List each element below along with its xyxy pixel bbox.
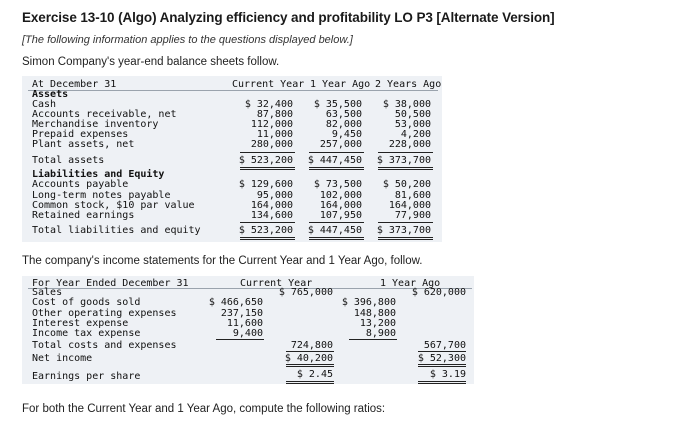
cell-2-years-ago: 50,500 <box>394 109 431 120</box>
row-label: Retained earnings <box>32 210 135 221</box>
row-label: Cash <box>32 99 57 110</box>
cell-2-years-ago: 53,000 <box>394 119 431 130</box>
cell-2-years-ago: 77,900 <box>394 210 431 221</box>
cell-current-year-detail: 9,400 <box>232 328 263 339</box>
row-label: Prepaid expenses <box>32 129 129 140</box>
total-costs-label: Total costs and expenses <box>32 340 177 351</box>
total-costs-current-year: 724,800 <box>290 340 333 351</box>
row-label: Long-term notes payable <box>32 190 171 201</box>
row-label: Income tax expense <box>32 328 141 339</box>
row-label: Interest expense <box>32 318 129 329</box>
cell-current-year-detail: 237,150 <box>220 308 263 319</box>
income-statement-intro: The company's income statements for the Current Year and 1 Year Ago, follow. <box>22 255 423 267</box>
net-income-label: Net income <box>32 353 93 364</box>
cell-current-year-detail: 11,600 <box>226 318 263 329</box>
cell-1-year-ago-detail: $ 396,800 <box>341 297 396 308</box>
col-header-current-year: Current Year <box>240 278 313 289</box>
net-income-1-year-ago: $ 52,300 <box>417 353 466 364</box>
eps-current-year: $ 2.45 <box>296 369 333 380</box>
cell-current-year: 112,000 <box>250 119 293 130</box>
total-liab-current-year: $ 523,200 <box>238 225 293 236</box>
total-liabilities-equity-label: Total liabilities and equity <box>32 225 201 236</box>
total-liab-2-years-ago: $ 373,700 <box>376 225 431 236</box>
exercise-title: Exercise 13-10 (Algo) Analyzing efficiency and profitability LO P3 [Alternate Version] <box>22 10 555 25</box>
ratios-instruction: For both the Current Year and 1 Year Ago, compute the following ratios: <box>22 403 386 415</box>
assets-heading: Assets <box>32 89 69 100</box>
cell-1-year-ago: 257,000 <box>319 139 362 150</box>
cell-2-years-ago: $ 38,000 <box>382 99 431 110</box>
balance-sheet-intro: Simon Company's year-end balance sheets follow. <box>22 56 280 68</box>
cell-2-years-ago: $ 50,200 <box>382 179 431 190</box>
eps-1-year-ago: $ 3.19 <box>429 369 466 380</box>
cell-current-year: $ 32,400 <box>244 99 293 110</box>
cell-1-year-ago-detail: 148,800 <box>353 308 396 319</box>
cell-2-years-ago: 164,000 <box>388 200 431 211</box>
cell-2-years-ago: 4,200 <box>400 129 431 140</box>
total-liab-1-year-ago: $ 447,450 <box>307 225 362 236</box>
col-header-current-year: Current Year <box>232 79 305 90</box>
row-label: Other operating expenses <box>32 308 177 319</box>
total-assets-label: Total assets <box>32 155 105 166</box>
cell-1-year-ago: 164,000 <box>319 200 362 211</box>
cell-2-years-ago: 228,000 <box>388 139 431 150</box>
total-assets-2-years-ago: $ 373,700 <box>376 155 431 166</box>
cell-1-year-ago: $ 35,500 <box>313 99 362 110</box>
cell-1-year-ago: 9,450 <box>331 129 362 140</box>
cell-1-year-ago: 102,000 <box>319 190 362 201</box>
cell-current-year: 164,000 <box>250 200 293 211</box>
cell-current-year-detail: $ 466,650 <box>208 297 263 308</box>
row-label: Plant assets, net <box>32 139 135 150</box>
eps-label: Earnings per share <box>32 371 141 382</box>
cell-current-year: 280,000 <box>250 139 293 150</box>
row-label: Accounts receivable, net <box>32 109 177 120</box>
total-costs-1-year-ago: 567,700 <box>423 340 466 351</box>
cell-1-year-ago: $ 73,500 <box>313 179 362 190</box>
sales-1-year-ago: $ 620,000 <box>411 287 466 298</box>
cell-current-year: 134,600 <box>250 210 293 221</box>
row-label: Accounts payable <box>32 179 129 190</box>
instructions-note: [The following information applies to the questions displayed below.] <box>22 34 353 46</box>
cell-1-year-ago: 82,000 <box>325 119 362 130</box>
cell-current-year: $ 129,600 <box>238 179 293 190</box>
cell-1-year-ago: 63,500 <box>325 109 362 120</box>
cell-current-year: 95,000 <box>256 190 293 201</box>
row-label: Cost of goods sold <box>32 297 141 308</box>
cell-1-year-ago-detail: 13,200 <box>359 318 396 329</box>
cell-current-year: 11,000 <box>256 129 293 140</box>
cell-current-year: 87,800 <box>256 109 293 120</box>
col-header-2-years-ago: 2 Years Ago <box>375 79 442 90</box>
total-assets-1-year-ago: $ 447,450 <box>307 155 362 166</box>
cell-2-years-ago: 81,600 <box>394 190 431 201</box>
col-header-period: For Year Ended December 31 <box>32 278 189 289</box>
sales-current-year: $ 765,000 <box>278 287 333 298</box>
row-label: Merchandise inventory <box>32 119 159 130</box>
col-header-1-year-ago: 1 Year Ago <box>310 79 371 90</box>
cell-1-year-ago-detail: 8,900 <box>365 328 396 339</box>
total-assets-current-year: $ 523,200 <box>238 155 293 166</box>
cell-1-year-ago: 107,950 <box>319 210 362 221</box>
col-header-date: At December 31 <box>32 79 117 90</box>
net-income-current-year: $ 40,200 <box>284 353 333 364</box>
col-header-1-year-ago: 1 Year Ago <box>380 278 441 289</box>
sales-label: Sales <box>32 287 63 298</box>
row-label: Common stock, $10 par value <box>32 200 195 211</box>
liabilities-equity-heading: Liabilities and Equity <box>32 169 165 180</box>
